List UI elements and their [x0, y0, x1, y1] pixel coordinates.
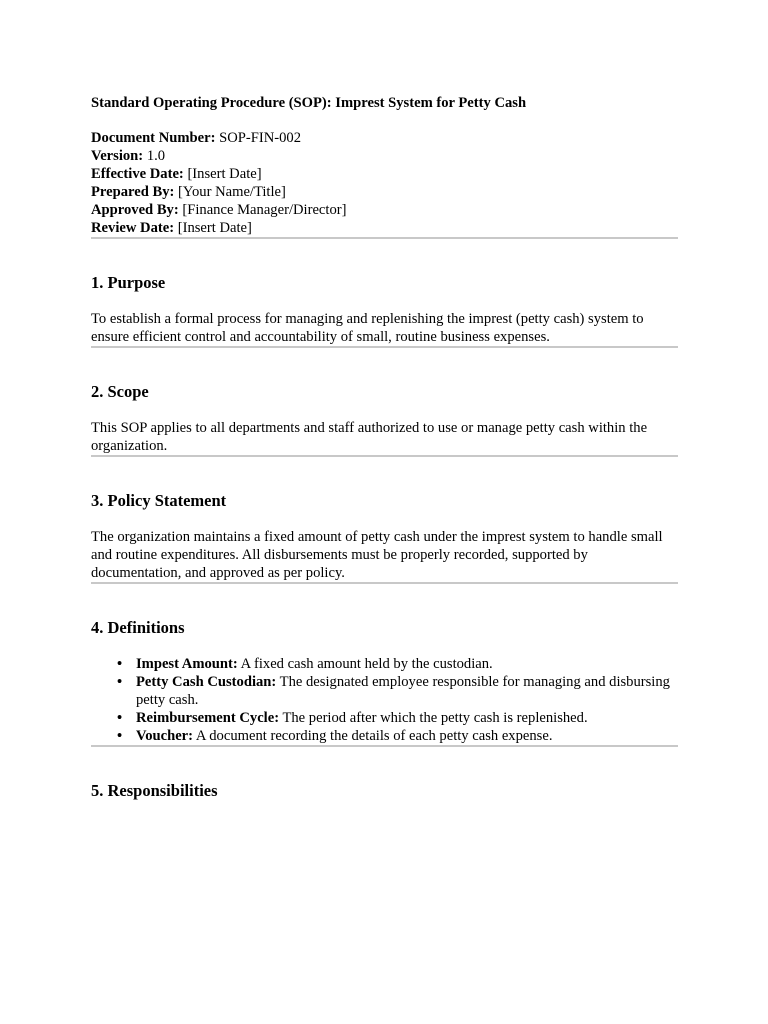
section-heading: 1. Purpose	[91, 273, 166, 292]
meta-value: [Insert Date]	[177, 220, 252, 236]
meta-value: 1.0	[146, 148, 166, 164]
meta-effective-date	[91, 165, 678, 183]
meta-approved-by	[91, 201, 678, 219]
meta-label: Approved By:	[91, 202, 179, 218]
section-policy-statement	[91, 491, 678, 582]
definition-desc: The period after which the petty cash is replenished.	[282, 710, 588, 726]
meta-label: Prepared By:	[91, 184, 175, 200]
section-responsibilities	[91, 781, 678, 801]
document-title: Standard Operating Procedure (SOP): Imprest System for Petty Cash	[91, 95, 527, 111]
definition-desc: A document recording the details of each petty cash expense.	[195, 728, 553, 744]
section-divider	[91, 582, 678, 584]
section-divider	[91, 455, 678, 457]
meta-value: [Your Name/Title]	[178, 184, 286, 200]
section-divider	[91, 346, 678, 348]
section-divider	[91, 237, 678, 239]
list-item	[136, 673, 678, 709]
section-definitions	[91, 618, 678, 745]
section-heading: 5. Responsibilities	[91, 781, 218, 800]
definition-term: Impest Amount:	[136, 656, 238, 672]
section-heading: 2. Scope	[91, 382, 149, 401]
meta-label: Version:	[91, 148, 144, 164]
meta-label: Effective Date:	[91, 166, 184, 182]
section-divider	[91, 745, 678, 747]
section-heading: 3. Policy Statement	[91, 491, 227, 510]
list-item	[136, 727, 678, 745]
section-text: The organization maintains a fixed amount of petty cash under the imprest system to handle small and routine expenditures. All disbursements must be properly recorded, supported by documentation, and approved as per policy.	[91, 529, 663, 581]
section-scope	[91, 382, 678, 455]
definition-desc: A fixed cash amount held by the custodian.	[240, 656, 493, 672]
definition-term: Reimbursement Cycle:	[136, 710, 280, 726]
section-purpose	[91, 273, 678, 346]
list-item	[136, 655, 678, 673]
definition-term: Petty Cash Custodian:	[136, 674, 277, 690]
meta-label: Review Date:	[91, 220, 175, 236]
meta-version	[91, 147, 678, 165]
section-heading: 4. Definitions	[91, 618, 185, 637]
section-text: To establish a formal process for managing and replenishing the imprest (petty cash) system to ensure efficient control and accountability of small, routine business expenses.	[91, 311, 644, 345]
meta-document-number	[91, 129, 678, 147]
meta-prepared-by	[91, 183, 678, 201]
meta-value: SOP-FIN-002	[219, 130, 301, 146]
meta-value: [Finance Manager/Director]	[182, 202, 347, 218]
meta-label: Document Number:	[91, 130, 216, 146]
section-text: This SOP applies to all departments and staff authorized to use or manage petty cash within the organization.	[91, 420, 648, 454]
document-content	[91, 94, 678, 801]
meta-review-date	[91, 219, 678, 237]
document-metadata	[91, 129, 678, 237]
definition-term: Voucher:	[136, 728, 194, 744]
list-item	[136, 709, 678, 727]
definition-desc: The designated employee responsible for managing and disbursing petty cash.	[136, 674, 670, 708]
definitions-list	[91, 655, 678, 745]
meta-value: [Insert Date]	[187, 166, 262, 182]
